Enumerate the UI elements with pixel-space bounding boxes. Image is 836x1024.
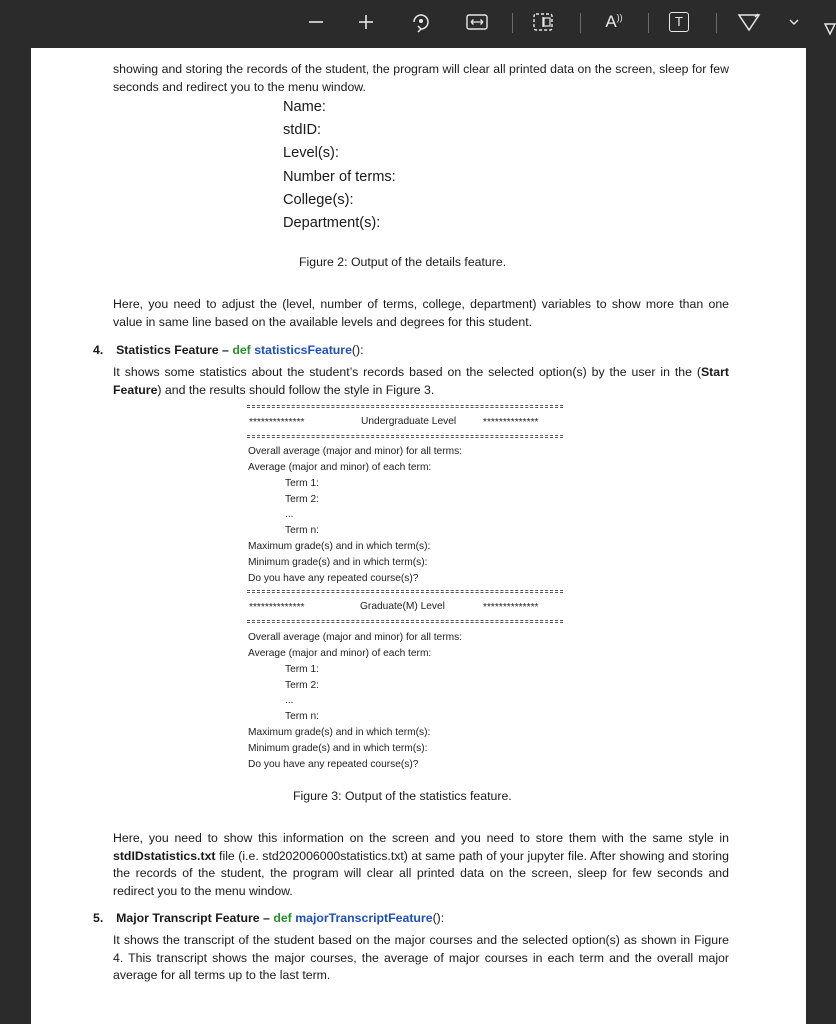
figure3-term: ...: [285, 695, 294, 706]
store-text: Here, you need to show this information on the screen and you need to store them with the same style in: [113, 831, 729, 845]
toolbar-divider: [512, 13, 513, 33]
read-aloud-button[interactable]: [598, 8, 630, 36]
figure3-line: Maximum grade(s) and in which term(s):: [248, 727, 431, 738]
section4-desc-text-2: ) and the results should follow the style in Figure 3.: [157, 382, 435, 397]
section5-number: 5.: [93, 911, 104, 925]
figure3-line: Minimum grade(s) and in which term(s):: [248, 743, 428, 754]
figure3-term: Term n:: [285, 711, 319, 722]
details-field: Level(s):: [283, 145, 339, 162]
section4-title: Statistics Feature: [116, 343, 219, 357]
text-icon: T: [669, 12, 689, 32]
figure3-line: Do you have any repeated course(s)?: [248, 759, 419, 770]
details-field: Name:: [283, 99, 326, 115]
figure3-heading: Graduate(M) Level: [360, 601, 445, 612]
details-field: Department(s):: [283, 215, 381, 232]
figure3-line: Overall average (major and minor) for all terms:: [248, 632, 463, 643]
section4-description: [113, 364, 729, 399]
draw-icon: [736, 11, 762, 33]
section4-dash: –: [218, 343, 233, 357]
section5-description: It shows the transcript of the student based on the major courses and the selected option(s) as shown in Figure 4. This transcript shows the major courses, the average of major courses in each term and the overall major average for all terms up to the last term.: [113, 933, 729, 982]
more-options-button[interactable]: [784, 8, 804, 36]
rotate-icon: [410, 11, 432, 33]
figure3-stars-left: **************: [249, 602, 305, 613]
section4-heading: [93, 342, 733, 360]
section5-title: Major Transcript Feature: [116, 911, 260, 925]
figure3-term: Term n:: [285, 525, 319, 536]
viewer-toolbar: [0, 0, 836, 48]
viewer-background: [808, 48, 836, 1024]
figure3-stars-right: **************: [483, 602, 539, 613]
figure3: [247, 404, 563, 784]
zoom-out-icon: [307, 13, 325, 31]
zoom-in-button[interactable]: [352, 8, 380, 36]
store-text-2: file (i.e. std202006000statistics.txt) at same path of your jupyter file. After showing and storing the records of the student, the program will clear all printed data on the screen, sleep for few seconds and redirect you to the menu window.: [113, 848, 729, 898]
section4-desc-bold: Start Feature: [113, 365, 729, 397]
fit-width-button[interactable]: [462, 8, 492, 36]
chevron-down-icon: [788, 17, 800, 27]
figure3-rule: [247, 620, 563, 623]
figure3-caption: Figure 3: Output of the statistics feature.: [293, 789, 512, 803]
figure3-term: Term 2:: [285, 494, 319, 505]
toolbar-divider: [580, 13, 581, 33]
draw-button[interactable]: [734, 8, 764, 36]
details-field-list: [283, 96, 583, 235]
figure3-line: Average (major and minor) of each term:: [248, 462, 432, 473]
figure3-term: Term 2:: [285, 680, 319, 691]
figure3-stars-left: **************: [249, 417, 305, 428]
details-field: College(s):: [283, 191, 354, 208]
figure3-stars-right: **************: [483, 417, 539, 428]
figure3-term: Term 1:: [285, 664, 319, 675]
read-aloud-icon: A)): [605, 12, 623, 31]
section5-heading: [93, 910, 733, 928]
section5-dash: –: [259, 911, 274, 925]
section4-func-name: statisticsFeature: [254, 343, 352, 357]
section5-def-keyword: def: [273, 911, 292, 925]
figure3-rule: [247, 435, 563, 438]
zoom-in-icon: [357, 13, 375, 31]
section5-func-name: majorTranscriptFeature: [295, 911, 433, 925]
toolbar-divider: [716, 13, 717, 33]
section5-func-suffix: ():: [432, 911, 445, 925]
rotate-button[interactable]: [406, 8, 436, 36]
figure3-line: Maximum grade(s) and in which term(s):: [248, 541, 431, 552]
figure3-rule: [247, 590, 563, 593]
figure3-term: ...: [285, 509, 294, 520]
section4-def-keyword: def: [232, 343, 251, 357]
document-page: [31, 48, 806, 1024]
add-text-button[interactable]: [664, 8, 694, 36]
figure3-line: Average (major and minor) of each term:: [248, 648, 432, 659]
figure3-line: Overall average (major and minor) for all terms:: [248, 446, 463, 457]
page-view-button[interactable]: [528, 8, 558, 36]
figure3-rule: [247, 405, 563, 408]
erase-icon[interactable]: [823, 22, 836, 45]
figure3-line: Do you have any repeated course(s)?: [248, 573, 419, 584]
intro-paragraph: showing and storing the records of the student, the program will clear all printed data on the screen, sleep for few seconds and redirect you to the menu window.: [113, 62, 729, 94]
figure3-term: Term 1:: [285, 478, 319, 489]
figure3-heading: Undergraduate Level: [361, 416, 457, 427]
figure2-caption: Figure 2: Output of the details feature.: [299, 255, 507, 269]
store-filename: stdIDstatistics.txt: [113, 848, 216, 863]
details-field: stdID:: [283, 122, 322, 139]
store-paragraph: [113, 830, 729, 900]
zoom-out-button[interactable]: [302, 8, 330, 36]
figure3-line: Minimum grade(s) and in which term(s):: [248, 557, 428, 568]
fit-width-icon: [465, 12, 489, 32]
details-field: Number of terms:: [283, 168, 396, 185]
section4-func-suffix: ():: [351, 343, 364, 357]
toolbar-divider: [648, 13, 649, 33]
section4-number: 4.: [93, 343, 104, 357]
adjust-paragraph: Here, you need to adjust the (level, number of terms, college, department) variables to show more than one value in same line based on the available levels and degrees for this student.: [113, 297, 729, 329]
section4-desc-text: It shows some statistics about the student’s records based on the selected option(s) by the user in the (: [113, 365, 701, 379]
page-view-icon: [531, 11, 555, 33]
